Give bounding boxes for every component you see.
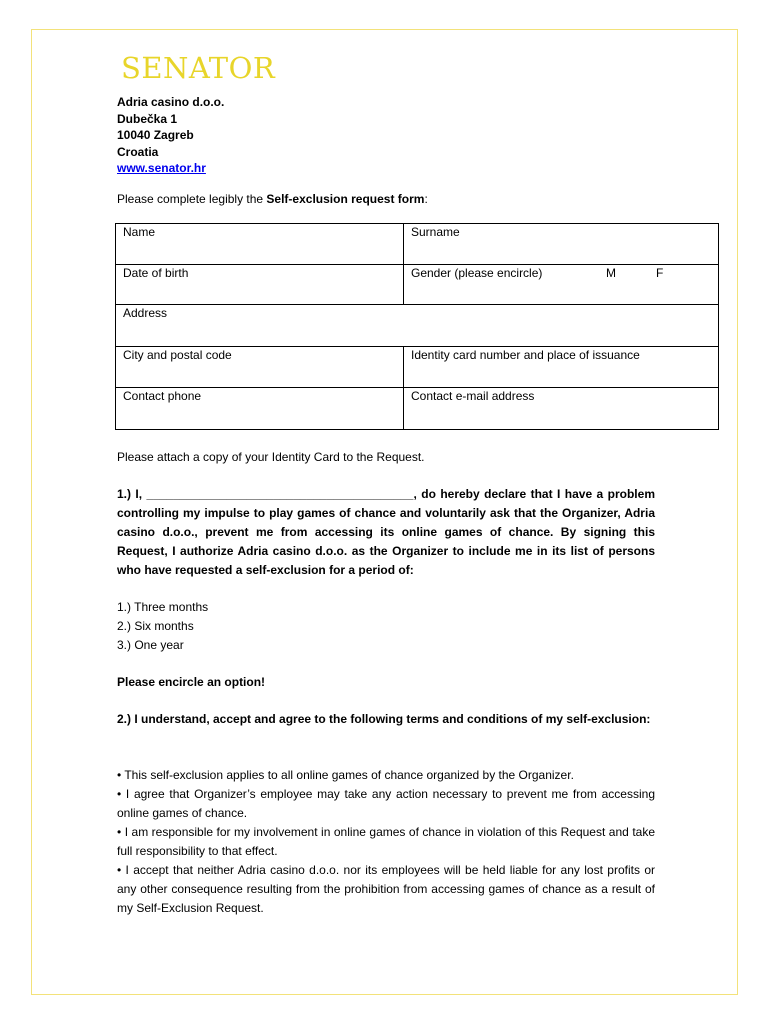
intro-prefix: Please complete legibly the: [117, 192, 267, 206]
city-postal-label: City and postal code: [123, 348, 232, 362]
id-card-field[interactable]: [404, 347, 719, 388]
name-field[interactable]: [116, 224, 404, 265]
website-link[interactable]: www.senator.hr: [117, 161, 206, 175]
surname-label: Surname: [411, 225, 460, 239]
attach-note: Please attach a copy of your Identity Card to the Request.: [117, 450, 425, 464]
period-options: [117, 598, 208, 655]
name-label: Name: [123, 225, 156, 239]
country: Croatia: [117, 144, 159, 159]
terms-heading: 2.) I understand, accept and agree to the following terms and conditions of my self-exclusion:: [117, 712, 651, 726]
term-item: • I am responsible for my involvement in online games of chance in violation of this Request and take full responsibility to that effect.: [117, 825, 655, 858]
street: Dubečka 1: [117, 111, 178, 126]
term-item: • I accept that neither Adria casino d.o.o. nor its employees will be held liable for any lost profits or any other consequence resulting from the prohibition from accessing games of chance as a result of my Self-Exclusion Request.: [117, 863, 655, 915]
dob-field[interactable]: [116, 265, 404, 305]
dob-label: Date of birth: [123, 266, 189, 280]
email-field[interactable]: [404, 388, 719, 430]
phone-field[interactable]: [116, 388, 404, 430]
encircle-note: Please encircle an option!: [117, 675, 266, 689]
term-item: • I agree that Organizer’s employee may take any action necessary to prevent me from accessing online games of chance.: [117, 787, 655, 820]
intro-text: [117, 190, 428, 208]
company-name: Adria casino d.o.o.: [117, 95, 225, 109]
gender-option-m[interactable]: M: [606, 266, 616, 280]
self-exclusion-form: [115, 223, 719, 430]
term-item: • This self-exclusion applies to all online games of chance organized by the Organizer.: [117, 768, 574, 782]
surname-field[interactable]: [404, 224, 719, 265]
intro-bold: Self-exclusion request form: [266, 192, 425, 206]
option-one-year[interactable]: 3.) One year: [117, 638, 184, 652]
city: 10040 Zagreb: [117, 128, 194, 142]
email-label: Contact e-mail address: [411, 389, 535, 403]
option-three-months[interactable]: 1.) Three months: [117, 600, 209, 614]
address-field[interactable]: [116, 305, 719, 347]
terms-list: [117, 766, 655, 918]
id-card-label: Identity card number and place of issuance: [411, 348, 640, 362]
city-postal-field[interactable]: [116, 347, 404, 388]
gender-option-f[interactable]: F: [656, 266, 664, 280]
intro-suffix: :: [424, 192, 428, 206]
senator-logo: SENATOR: [121, 51, 276, 85]
gender-label: Gender (please encircle): [411, 266, 543, 280]
company-address: [117, 94, 224, 177]
phone-label: Contact phone: [123, 389, 202, 403]
gender-field[interactable]: [404, 265, 719, 305]
option-six-months[interactable]: 2.) Six months: [117, 619, 194, 633]
address-label: Address: [123, 306, 168, 320]
declaration-paragraph: 1.) I, ________________________________________, do hereby declare that I have a problem controlling my impulse to play games of chance and voluntarily ask that the Organizer, Adria casino d.o.o., prevent me from accessing its online games of chance. By signing this Request, I authorize Adria casino d.o.o. as the Organizer to include me in its list of persons who have requested a self-exclusion for a period of:: [117, 487, 655, 577]
